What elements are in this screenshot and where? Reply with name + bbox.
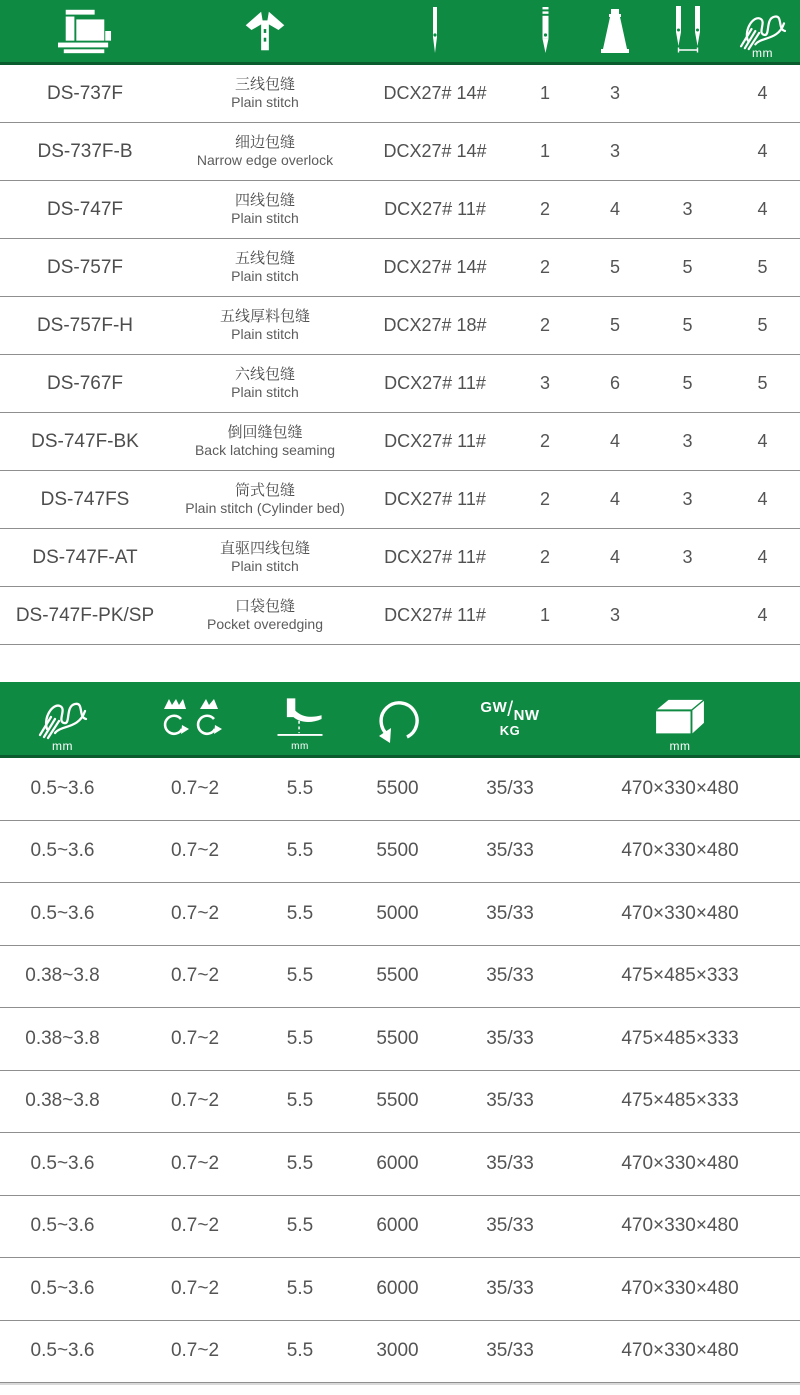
table-row [0, 1008, 800, 1071]
thread-count-cell: 3 [609, 83, 620, 103]
model-cell: DS-737F [46, 82, 124, 104]
weight-cell: 35/33 [486, 777, 534, 799]
needle-gauge-cell: 3 [682, 199, 693, 219]
max-speed-cell: 5500 [376, 840, 419, 862]
needle-gauge-cell: 3 [682, 489, 693, 509]
stitch-length-cell: 0.5~3.6 [30, 777, 95, 799]
needle-count-cell: 2 [539, 315, 550, 335]
stitch-type-cn: 口袋包缝 [234, 597, 295, 615]
needle-type-cell: DCX27# 14# [383, 83, 487, 103]
model-cell: DS-757F [46, 256, 124, 278]
needle-gauge-cell: 3 [682, 547, 693, 567]
carton-dimensions-cell: 470×330×480 [621, 1340, 739, 1362]
model-cell: DS-767F [46, 372, 124, 394]
thread-count-cell: 4 [609, 547, 620, 567]
stitch-type-en: Plain stitch [231, 210, 299, 227]
stitch-type-cell [170, 192, 360, 228]
thread-cone-icon [593, 7, 637, 55]
stitch-length-column-header [0, 682, 125, 755]
stitch-type-en: Plain stitch [231, 326, 299, 343]
thread-count-cell: 3 [609, 605, 620, 625]
max-speed-cell: 3000 [376, 1340, 419, 1362]
foot-lift-cell: 5.5 [286, 1215, 314, 1237]
stitch-type-cn: 直驱四线包缝 [219, 539, 310, 557]
stitch-type-cell [170, 134, 360, 170]
overedge-width-cell: 5 [757, 315, 768, 335]
needle-gauge-cell: 5 [682, 373, 693, 393]
model-cell: DS-747F-BK [31, 430, 139, 452]
table-row [0, 946, 800, 1009]
stitch-type-cn: 倒回缝包缝 [227, 423, 303, 441]
stitch-type-cn: 五线包缝 [234, 249, 295, 267]
model-spec-table [0, 0, 800, 645]
weight-cell: 35/33 [486, 1027, 534, 1049]
thread-count-cell: 3 [609, 141, 620, 161]
foot-lift-cell: 5.5 [286, 1340, 314, 1362]
carton-dimensions-cell: 470×330×480 [621, 1215, 739, 1237]
presser-foot-lift-icon [270, 694, 330, 744]
max-speed-icon [373, 694, 423, 744]
stitch-type-en: Plain stitch [231, 94, 299, 111]
table-row [0, 297, 800, 355]
weight-cell: 35/33 [486, 1277, 534, 1299]
weight-gw-nw-icon [480, 699, 539, 738]
needle-count-cell: 2 [539, 431, 550, 451]
stitch-type-en: Plain stitch [231, 384, 299, 401]
machine-column-header [0, 0, 170, 62]
needle-type-cell: DCX27# 11# [384, 605, 486, 625]
table-row [0, 1196, 800, 1259]
foot-lift-cell: 5.5 [286, 1027, 314, 1049]
table-row [0, 471, 800, 529]
needle-count-cell: 2 [539, 547, 550, 567]
foot-lift-cell: 5.5 [286, 1277, 314, 1299]
weight-cell: 35/33 [486, 1152, 534, 1174]
thread-count-column-header [580, 0, 650, 62]
overedge-width-column-header [725, 0, 800, 62]
stitch-type-cn: 六线包缝 [234, 365, 295, 383]
table-row [0, 529, 800, 587]
table2-header [0, 682, 800, 758]
stitch-type-en: Narrow edge overlock [196, 152, 334, 169]
carton-dimensions-cell: 470×330×480 [621, 1152, 739, 1174]
stitch-length-cell: 0.5~3.6 [30, 840, 95, 862]
stitch-length-cell: 0.5~3.6 [30, 1340, 95, 1362]
needle-count-cell: 2 [539, 257, 550, 277]
overedge-width-cell: 4 [757, 83, 768, 103]
section-gap [0, 645, 800, 682]
needle-gauge-column-header [650, 0, 725, 62]
max-speed-cell: 5000 [376, 902, 419, 924]
needle-type-cell: DCX27# 11# [384, 199, 486, 219]
weight-kg-label: KG [499, 723, 521, 739]
table-row [0, 821, 800, 884]
overedge-width-unit: mm [752, 46, 773, 60]
carton-size-unit: mm [669, 739, 691, 753]
weight-cell: 35/33 [486, 1340, 534, 1362]
differential-ratio-cell: 0.7~2 [170, 1027, 220, 1049]
differential-ratio-cell: 0.7~2 [170, 965, 220, 987]
needle-count-cell: 3 [539, 373, 550, 393]
model-cell: DS-747FS [40, 488, 130, 510]
table1-header [0, 0, 800, 65]
overedge-width-cell: 4 [757, 489, 768, 509]
needle-count-cell: 1 [539, 83, 550, 103]
needle-type-cell: DCX27# 14# [383, 141, 487, 161]
needle-type-cell: DCX27# 11# [384, 431, 486, 451]
table2-body [0, 758, 800, 1383]
carton-dimensions-cell: 475×485×333 [621, 1027, 739, 1049]
stitch-type-cn: 三线包缝 [234, 75, 295, 93]
needle-gauge-cell: 3 [682, 431, 693, 451]
needle-count-cell: 2 [539, 199, 550, 219]
table-row [0, 413, 800, 471]
foot-lift-cell: 5.5 [286, 777, 314, 799]
carton-size-icon [647, 697, 713, 741]
table-row [0, 239, 800, 297]
stitch-type-cell [170, 250, 360, 286]
table-row [0, 1133, 800, 1196]
stitch-length-icon [35, 696, 91, 742]
overedge-width-cell: 4 [757, 199, 768, 219]
stitch-length-cell: 0.38~3.8 [25, 1090, 100, 1112]
differential-ratio-cell: 0.7~2 [170, 1090, 220, 1112]
weight-cell: 35/33 [486, 902, 534, 924]
foot-lift-cell: 5.5 [286, 965, 314, 987]
stitch-type-column-header [170, 0, 360, 62]
thread-count-cell: 4 [609, 431, 620, 451]
needle-count-cell: 1 [539, 605, 550, 625]
stitch-type-cell [170, 482, 360, 518]
differential-ratio-cell: 0.7~2 [170, 1277, 220, 1299]
differential-ratio-cell: 0.7~2 [170, 902, 220, 924]
parameter-spec-table [0, 682, 800, 1383]
needle-count-column-header [510, 0, 580, 62]
stitch-length-unit: mm [52, 739, 73, 753]
model-cell: DS-747F [46, 198, 124, 220]
needle-count-cell: 1 [539, 141, 550, 161]
carton-size-column-header [560, 682, 800, 755]
table-row [0, 758, 800, 821]
thread-count-cell: 4 [609, 199, 620, 219]
max-speed-cell: 5500 [376, 1090, 419, 1112]
stitch-length-cell: 0.38~3.8 [25, 965, 100, 987]
model-cell: DS-747F-PK/SP [15, 604, 155, 626]
foot-lift-cell: 5.5 [286, 840, 314, 862]
thread-count-cell: 4 [609, 489, 620, 509]
garment-collar-icon [238, 7, 292, 55]
needle-gauge-cell: 5 [682, 257, 693, 277]
stitch-length-cell: 0.5~3.6 [30, 1152, 95, 1174]
max-speed-cell: 5500 [376, 777, 419, 799]
stitch-type-cn: 筒式包缝 [234, 481, 295, 499]
needle-type-cell: DCX27# 11# [384, 489, 486, 509]
max-speed-cell: 6000 [376, 1277, 419, 1299]
differential-ratio-cell: 0.7~2 [170, 777, 220, 799]
carton-dimensions-cell: 470×330×480 [621, 777, 739, 799]
carton-dimensions-cell: 470×330×480 [621, 840, 739, 862]
table-row [0, 1071, 800, 1134]
differential-feed-icon [162, 695, 228, 743]
overedge-width-cell: 4 [757, 141, 768, 161]
foot-lift-cell: 5.5 [286, 902, 314, 924]
foot-lift-cell: 5.5 [286, 1090, 314, 1112]
stitch-length-cell: 0.5~3.6 [30, 1215, 95, 1237]
table-row [0, 587, 800, 645]
needle-type-cell: DCX27# 14# [383, 257, 487, 277]
max-speed-cell: 6000 [376, 1152, 419, 1174]
weight-column-header [460, 682, 560, 755]
needle-icon [429, 5, 441, 57]
weight-cell: 35/33 [486, 1090, 534, 1112]
max-speed-cell: 6000 [376, 1215, 419, 1237]
weight-cell: 35/33 [486, 840, 534, 862]
overedge-width-cell: 4 [757, 547, 768, 567]
table-row [0, 355, 800, 413]
weight-cell: 35/33 [486, 965, 534, 987]
stitch-type-cn: 四线包缝 [234, 191, 295, 209]
thread-count-cell: 6 [609, 373, 620, 393]
table-row [0, 123, 800, 181]
overedge-width-cell: 5 [757, 257, 768, 277]
table-row [0, 1258, 800, 1321]
table-row [0, 883, 800, 946]
table-row [0, 181, 800, 239]
stitch-type-cell [170, 540, 360, 576]
max-speed-cell: 5500 [376, 965, 419, 987]
stitch-type-cell [170, 598, 360, 634]
needle-count-cell: 2 [539, 489, 550, 509]
max-speed-column-header [335, 682, 460, 755]
model-cell: DS-747F-AT [32, 546, 138, 568]
carton-dimensions-cell: 470×330×480 [621, 1277, 739, 1299]
table-row [0, 65, 800, 123]
stitch-type-en: Plain stitch [231, 268, 299, 285]
needle-gauge-icon [669, 4, 707, 58]
thread-count-cell: 5 [609, 315, 620, 335]
weight-slash: / [507, 698, 514, 722]
table-row [0, 1321, 800, 1384]
needle-type-cell: DCX27# 11# [384, 547, 486, 567]
model-cell: DS-737F-B [37, 140, 133, 162]
max-speed-cell: 5500 [376, 1027, 419, 1049]
needle-type-column-header [360, 0, 510, 62]
stitch-type-cell [170, 366, 360, 402]
overedge-width-cell: 4 [757, 431, 768, 451]
stitch-length-cell: 0.5~3.6 [30, 902, 95, 924]
stitch-type-cell [170, 308, 360, 344]
carton-dimensions-cell: 475×485×333 [621, 965, 739, 987]
thread-count-cell: 5 [609, 257, 620, 277]
foot-lift-cell: 5.5 [286, 1152, 314, 1174]
stitch-length-cell: 0.38~3.8 [25, 1027, 100, 1049]
needle-type-cell: DCX27# 11# [384, 373, 486, 393]
weight-cell: 35/33 [486, 1215, 534, 1237]
stitch-type-en: Plain stitch (Cylinder bed) [185, 500, 345, 517]
carton-dimensions-cell: 470×330×480 [621, 902, 739, 924]
presser-foot-lift-column-header [265, 682, 335, 755]
stitch-type-en: Back latching seaming [194, 442, 336, 459]
stitch-type-en: Pocket overedging [207, 616, 323, 633]
differential-ratio-cell: 0.7~2 [170, 1152, 220, 1174]
differential-feed-column-header [125, 682, 265, 755]
stitch-type-en: Plain stitch [231, 558, 299, 575]
needle-count-icon [539, 5, 552, 57]
differential-ratio-cell: 0.7~2 [170, 840, 220, 862]
table1-body [0, 65, 800, 645]
carton-dimensions-cell: 475×485×333 [621, 1090, 739, 1112]
differential-ratio-cell: 0.7~2 [170, 1340, 220, 1362]
foot-lift-unit: mm [291, 741, 309, 752]
needle-gauge-cell: 5 [682, 315, 693, 335]
differential-ratio-cell: 0.7~2 [170, 1215, 220, 1237]
stitch-type-cell [170, 76, 360, 112]
stitch-type-cn: 五线厚料包缝 [219, 307, 310, 325]
weight-nw-label: NW [513, 707, 540, 725]
overedge-width-cell: 4 [757, 605, 768, 625]
stitch-type-cell [170, 424, 360, 460]
stitch-type-cn: 细边包缝 [234, 133, 295, 151]
needle-type-cell: DCX27# 18# [383, 315, 487, 335]
stitch-length-cell: 0.5~3.6 [30, 1277, 95, 1299]
weight-gw-label: GW [480, 699, 508, 717]
model-cell: DS-757F-H [36, 314, 134, 336]
overedge-width-cell: 5 [757, 373, 768, 393]
sewing-machine-icon [50, 4, 120, 58]
